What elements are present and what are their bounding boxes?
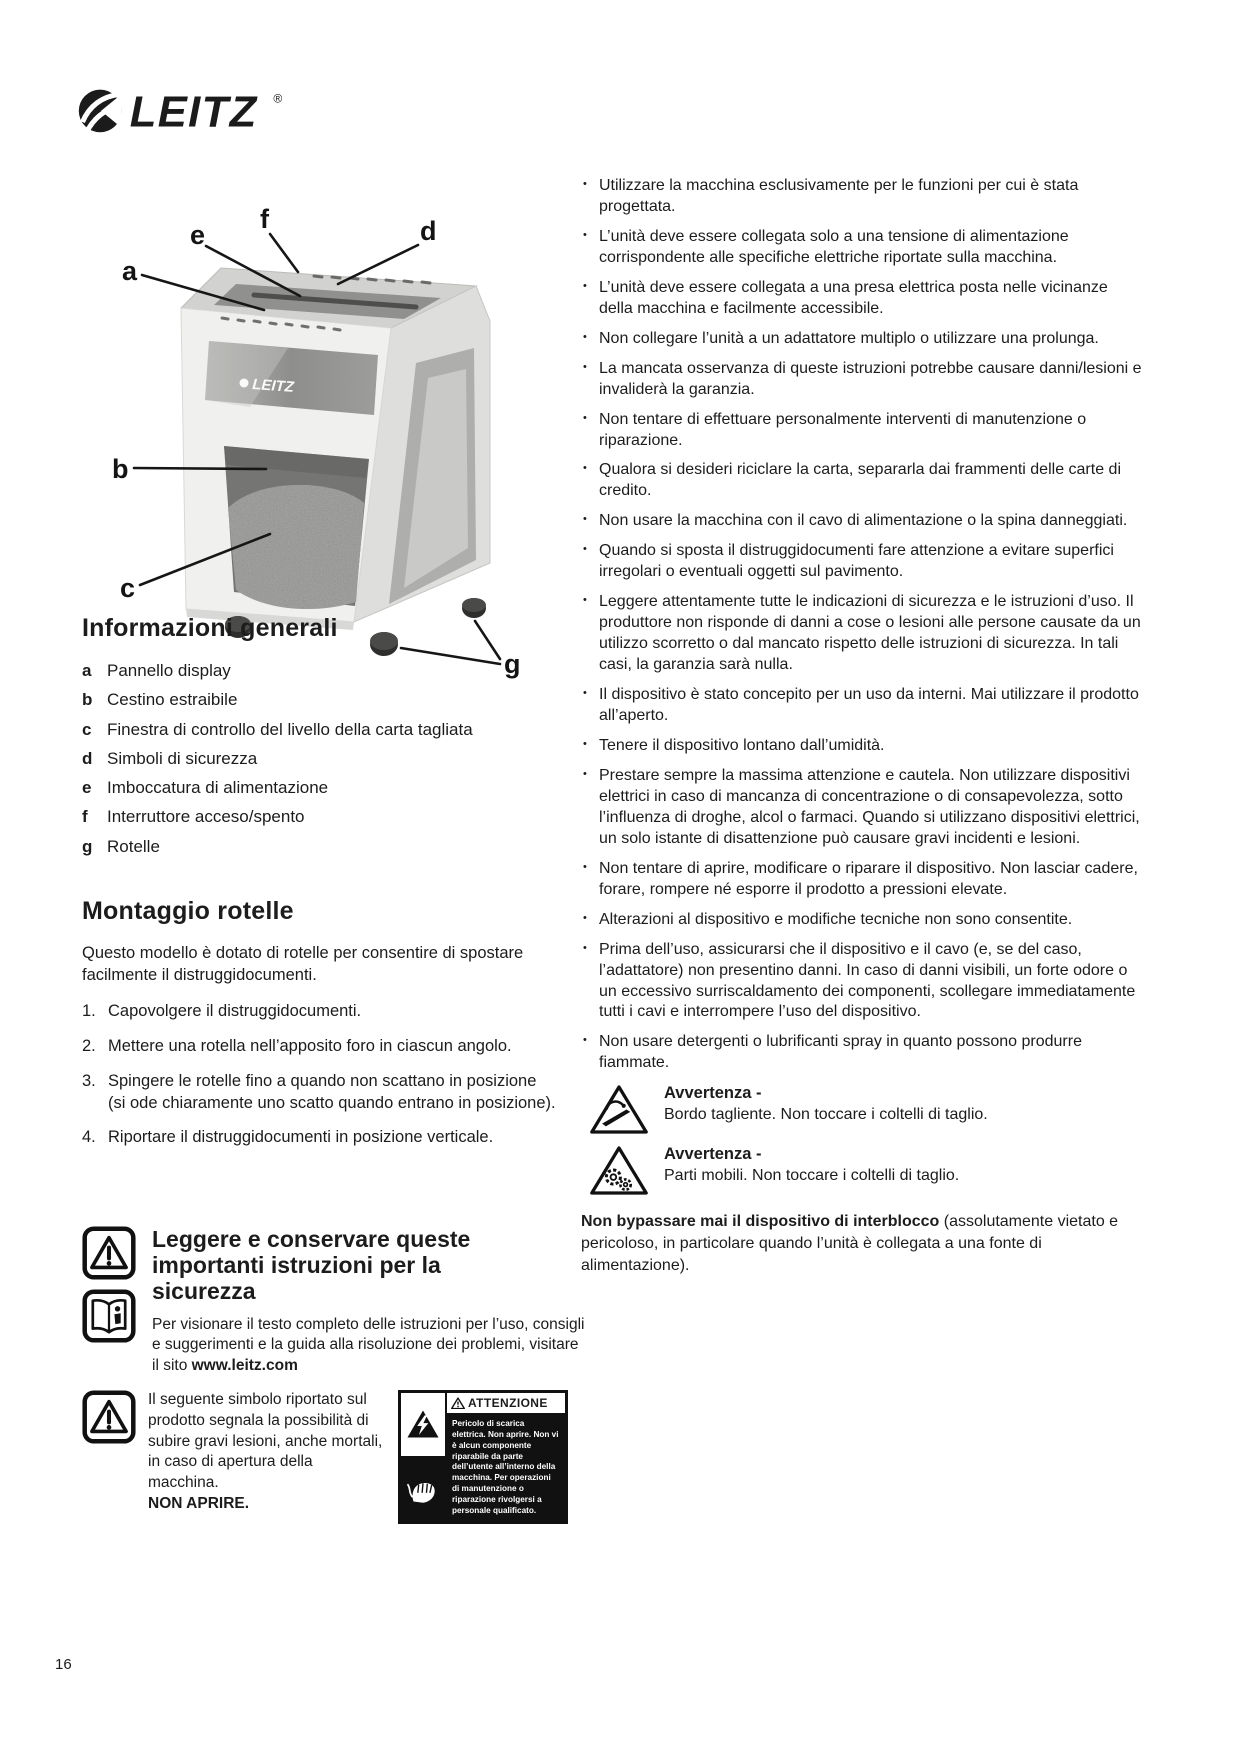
list-item bbox=[82, 748, 556, 769]
bullet-item: • Prima dell’uso, assicurarsi che il dispositivo e il cavo (e, se del caso, l’adattatore) non presentino danni. In caso di danni visibili, un forte odore o un eccessivo surriscaldamento dei componenti, scollegare immediatamente tutti i cavi e interrompere l’uso del dispositivo. bbox=[581, 940, 1143, 1024]
step-text: Riportare il distruggidocumenti in posizione verticale. bbox=[108, 1128, 494, 1147]
bullet-item: • L’unità deve essere collegata solo a una tensione di alimentazione corrispondente alle specifiche elettriche riportate sulla macchina. bbox=[581, 227, 1143, 269]
bullet-item: • Qualora si desideri riciclare la carta, separarla dai frammenti delle carte di credito. bbox=[581, 460, 1143, 502]
warning-moving-parts bbox=[581, 1144, 1143, 1197]
bullet-item: • Leggere attentamente tutte le indicazioni di sicurezza e le istruzioni d’uso. Il produttore non risponde di danni a cose o lesioni alle persone causate da un utilizzo scorretto o dal mancato rispetto delle istruzioni di sicurezza. In tali casi, la garanzia sarà nulla. bbox=[581, 592, 1143, 676]
bullet-item: • Prestare sempre la massima attenzione e cautela. Non utilizzare dispositivi elettrici in caso di mancanza di concentrazione o di consapevolezza, sotto l’influenza di droghe, alcol o farmaci. Quando si utilizzano dispositivi elettrici, un solo istante di disattenzione può causare gravi incidenti e lesioni. bbox=[581, 766, 1143, 850]
section-title-wheels: Montaggio rotelle bbox=[82, 896, 294, 925]
safety-section bbox=[82, 1226, 594, 1524]
list-item bbox=[82, 660, 556, 681]
item-key: a bbox=[82, 661, 92, 680]
callout-d: d bbox=[420, 216, 437, 246]
shredded-paper-texture bbox=[228, 485, 364, 609]
bullet-item: • Alterazioni al dispositivo e modifiche tecniche non sono consentite. bbox=[581, 910, 1143, 931]
item-key: d bbox=[82, 748, 93, 768]
attention-label bbox=[398, 1390, 568, 1524]
interlock-bold: Non bypassare mai il dispositivo di interblocco bbox=[581, 1213, 940, 1231]
warning-sharp-edge bbox=[581, 1083, 1143, 1136]
safety-head bbox=[82, 1226, 594, 1376]
hand-shock-icon bbox=[404, 1473, 442, 1508]
interlock-rest: (assolutamente vietato e pericoloso, in particolare quando l’unità è collegata a una fonte di alimentazione). bbox=[581, 1213, 1119, 1274]
callout-a: a bbox=[122, 256, 138, 286]
callout-c: c bbox=[120, 573, 136, 603]
attention-header bbox=[447, 1393, 565, 1415]
item-text: Finestra di controllo del livello della carta tagliata bbox=[107, 719, 473, 739]
step-text: Spingere le rotelle fino a quando non scattano in posizione (si ode chiaramente uno scatto quando entrano in posizione). bbox=[108, 1071, 556, 1112]
wheels-steps bbox=[82, 1001, 556, 1149]
step-item bbox=[82, 1036, 556, 1058]
parts-list bbox=[82, 660, 556, 857]
moving-parts-icon bbox=[589, 1144, 649, 1197]
bullet-item: • Tenere il dispositivo lontano dall’umidità. bbox=[581, 736, 1143, 757]
bullet-item: • L’unità deve essere collegata a una presa elettrica posta nelle vicinanze della macchina e facilmente accessibile. bbox=[581, 278, 1143, 320]
warning-text: Parti mobili. Non toccare i coltelli di taglio. bbox=[664, 1166, 960, 1184]
brand-text: LEITZ bbox=[129, 88, 258, 137]
warning-triangle-icon bbox=[82, 1390, 136, 1444]
electric-hazard-cell bbox=[401, 1393, 445, 1458]
warning-texts bbox=[664, 1083, 988, 1125]
safety-body bbox=[152, 1315, 588, 1376]
callout-b: b bbox=[112, 454, 129, 484]
attention-header-text: ATTENZIONE bbox=[468, 1396, 548, 1411]
list-item bbox=[82, 689, 556, 710]
machine-logo-text: LEITZ bbox=[251, 376, 295, 396]
step-number: 3. bbox=[82, 1071, 96, 1090]
item-text: Simboli di sicurezza bbox=[107, 748, 258, 768]
item-key: c bbox=[82, 719, 92, 739]
warning-title: Avvertenza - bbox=[664, 1145, 762, 1164]
callout-e: e bbox=[190, 220, 206, 250]
bullet-item: • Non usare detergenti o lubrificanti spray in quanto possono produrre fiammate. bbox=[581, 1032, 1143, 1074]
attention-label-text bbox=[447, 1393, 565, 1521]
step-number: 2. bbox=[82, 1037, 96, 1056]
interlock-note bbox=[581, 1211, 1143, 1276]
bullet-item: • Quando si sposta il distruggidocumenti fare attenzione a evitare superfici irregolari o eventuali oggetti sul pavimento. bbox=[581, 541, 1143, 583]
item-text: Interruttore acceso/spento bbox=[107, 807, 305, 827]
item-key: g bbox=[82, 836, 93, 856]
leitz-logo-mark bbox=[79, 90, 128, 133]
attention-label-icons bbox=[401, 1393, 447, 1521]
right-column bbox=[581, 176, 1143, 1277]
attention-body: Pericolo di scarica elettrica. Non aprire. Non vi è alcun componente riparabile da parte dell’utente all’interno della macchina. Per operazioni di manutenzione o riparazione rivolgersi a personale qualificato. bbox=[447, 1415, 565, 1521]
callout-f: f bbox=[260, 204, 269, 234]
shredder-diagram bbox=[86, 178, 538, 680]
hand-shock-cell bbox=[401, 1458, 445, 1521]
page-number: 16 bbox=[55, 1656, 72, 1673]
electric-hazard-icon bbox=[405, 1408, 441, 1441]
item-text: Imboccatura di alimentazione bbox=[107, 778, 329, 797]
item-text: Cestino estraibile bbox=[107, 690, 238, 710]
item-text: Rotelle bbox=[107, 836, 160, 856]
bullet-item: • La mancata osservanza di queste istruzioni potrebbe causare danni/lesioni e invaliderà la garanzia. bbox=[581, 359, 1143, 401]
item-text: Pannello display bbox=[107, 661, 231, 680]
warning-triangle-icon bbox=[451, 1397, 465, 1410]
step-number: 4. bbox=[82, 1128, 96, 1147]
safety-title: Leggere e conservare queste importanti istruzioni per la sicurezza bbox=[152, 1226, 471, 1305]
step-item bbox=[82, 1127, 556, 1149]
bullet-item: • Utilizzare la macchina esclusivamente per le funzioni per cui è stata progettata. bbox=[581, 176, 1143, 218]
symbol-note bbox=[148, 1390, 386, 1515]
leitz-website-link[interactable]: www.leitz.com bbox=[191, 1356, 298, 1374]
safety-icons bbox=[82, 1226, 140, 1376]
item-key: f bbox=[82, 807, 88, 827]
section-title-general: Informazioni generali bbox=[82, 614, 338, 642]
list-item bbox=[82, 806, 556, 827]
leitz-logo bbox=[76, 82, 291, 138]
read-manual-icon bbox=[82, 1289, 136, 1343]
symbol-note-text: Il seguente simbolo riportato sul prodotto segnala la possibilità di subire gravi lesioni, anche mortali, in caso di apertura della macchina. bbox=[148, 1391, 383, 1492]
step-text: Mettere una rotella nell’apposito foro in ciascun angolo. bbox=[108, 1037, 512, 1056]
bullet-item: • Non tentare di aprire, modificare o riparare il dispositivo. Non lasciar cadere, forare, rompere né esporre il prodotto a pressioni elevate. bbox=[581, 859, 1143, 901]
list-item bbox=[82, 836, 556, 857]
warning-title: Avvertenza - bbox=[664, 1084, 762, 1103]
sharp-edge-icon bbox=[589, 1083, 649, 1136]
registered-mark: ® bbox=[273, 91, 283, 106]
step-text: Capovolgere il distruggidocumenti. bbox=[108, 1002, 362, 1021]
warning-text: Bordo tagliente. Non toccare i coltelli di taglio. bbox=[664, 1105, 988, 1123]
bullet-item: • Non tentare di effettuare personalmente interventi di manutenzione o riparazione. bbox=[581, 410, 1143, 452]
step-item bbox=[82, 1001, 556, 1023]
bullet-item: • Non usare la macchina con il cavo di alimentazione o la spina danneggiati. bbox=[581, 511, 1143, 532]
warning-texts bbox=[664, 1144, 959, 1186]
safety-bullets bbox=[581, 176, 1143, 1074]
machine-logo-mark bbox=[240, 379, 249, 388]
step-item bbox=[82, 1071, 556, 1115]
list-item bbox=[82, 719, 556, 740]
warning-rows bbox=[581, 1083, 1143, 1197]
symbol-warning-row bbox=[82, 1390, 594, 1524]
safety-body-text: Per visionare il testo completo delle istruzioni per l’uso, consigli e suggerimenti e la guida alla risoluzione dei problemi, visitare il sito bbox=[152, 1315, 585, 1374]
bullet-item: • Non collegare l’unità a un adattatore multiplo o utilizzare una prolunga. bbox=[581, 329, 1143, 350]
bullet-item: • Il dispositivo è stato concepito per un uso da interni. Mai utilizzare il prodotto all’aperto. bbox=[581, 685, 1143, 727]
left-column bbox=[82, 614, 556, 1162]
step-number: 1. bbox=[82, 1002, 96, 1021]
item-key: b bbox=[82, 690, 93, 710]
do-not-open-text: NON APRIRE. bbox=[148, 1494, 250, 1512]
wheels-intro: Questo modello è dotato di rotelle per consentire di spostare facilmente il distruggidocumenti. bbox=[82, 943, 524, 984]
safety-texts bbox=[152, 1226, 594, 1376]
item-key: e bbox=[82, 778, 92, 797]
callout-g: g bbox=[504, 649, 521, 679]
warning-triangle-icon bbox=[82, 1226, 136, 1280]
list-item bbox=[82, 777, 556, 798]
